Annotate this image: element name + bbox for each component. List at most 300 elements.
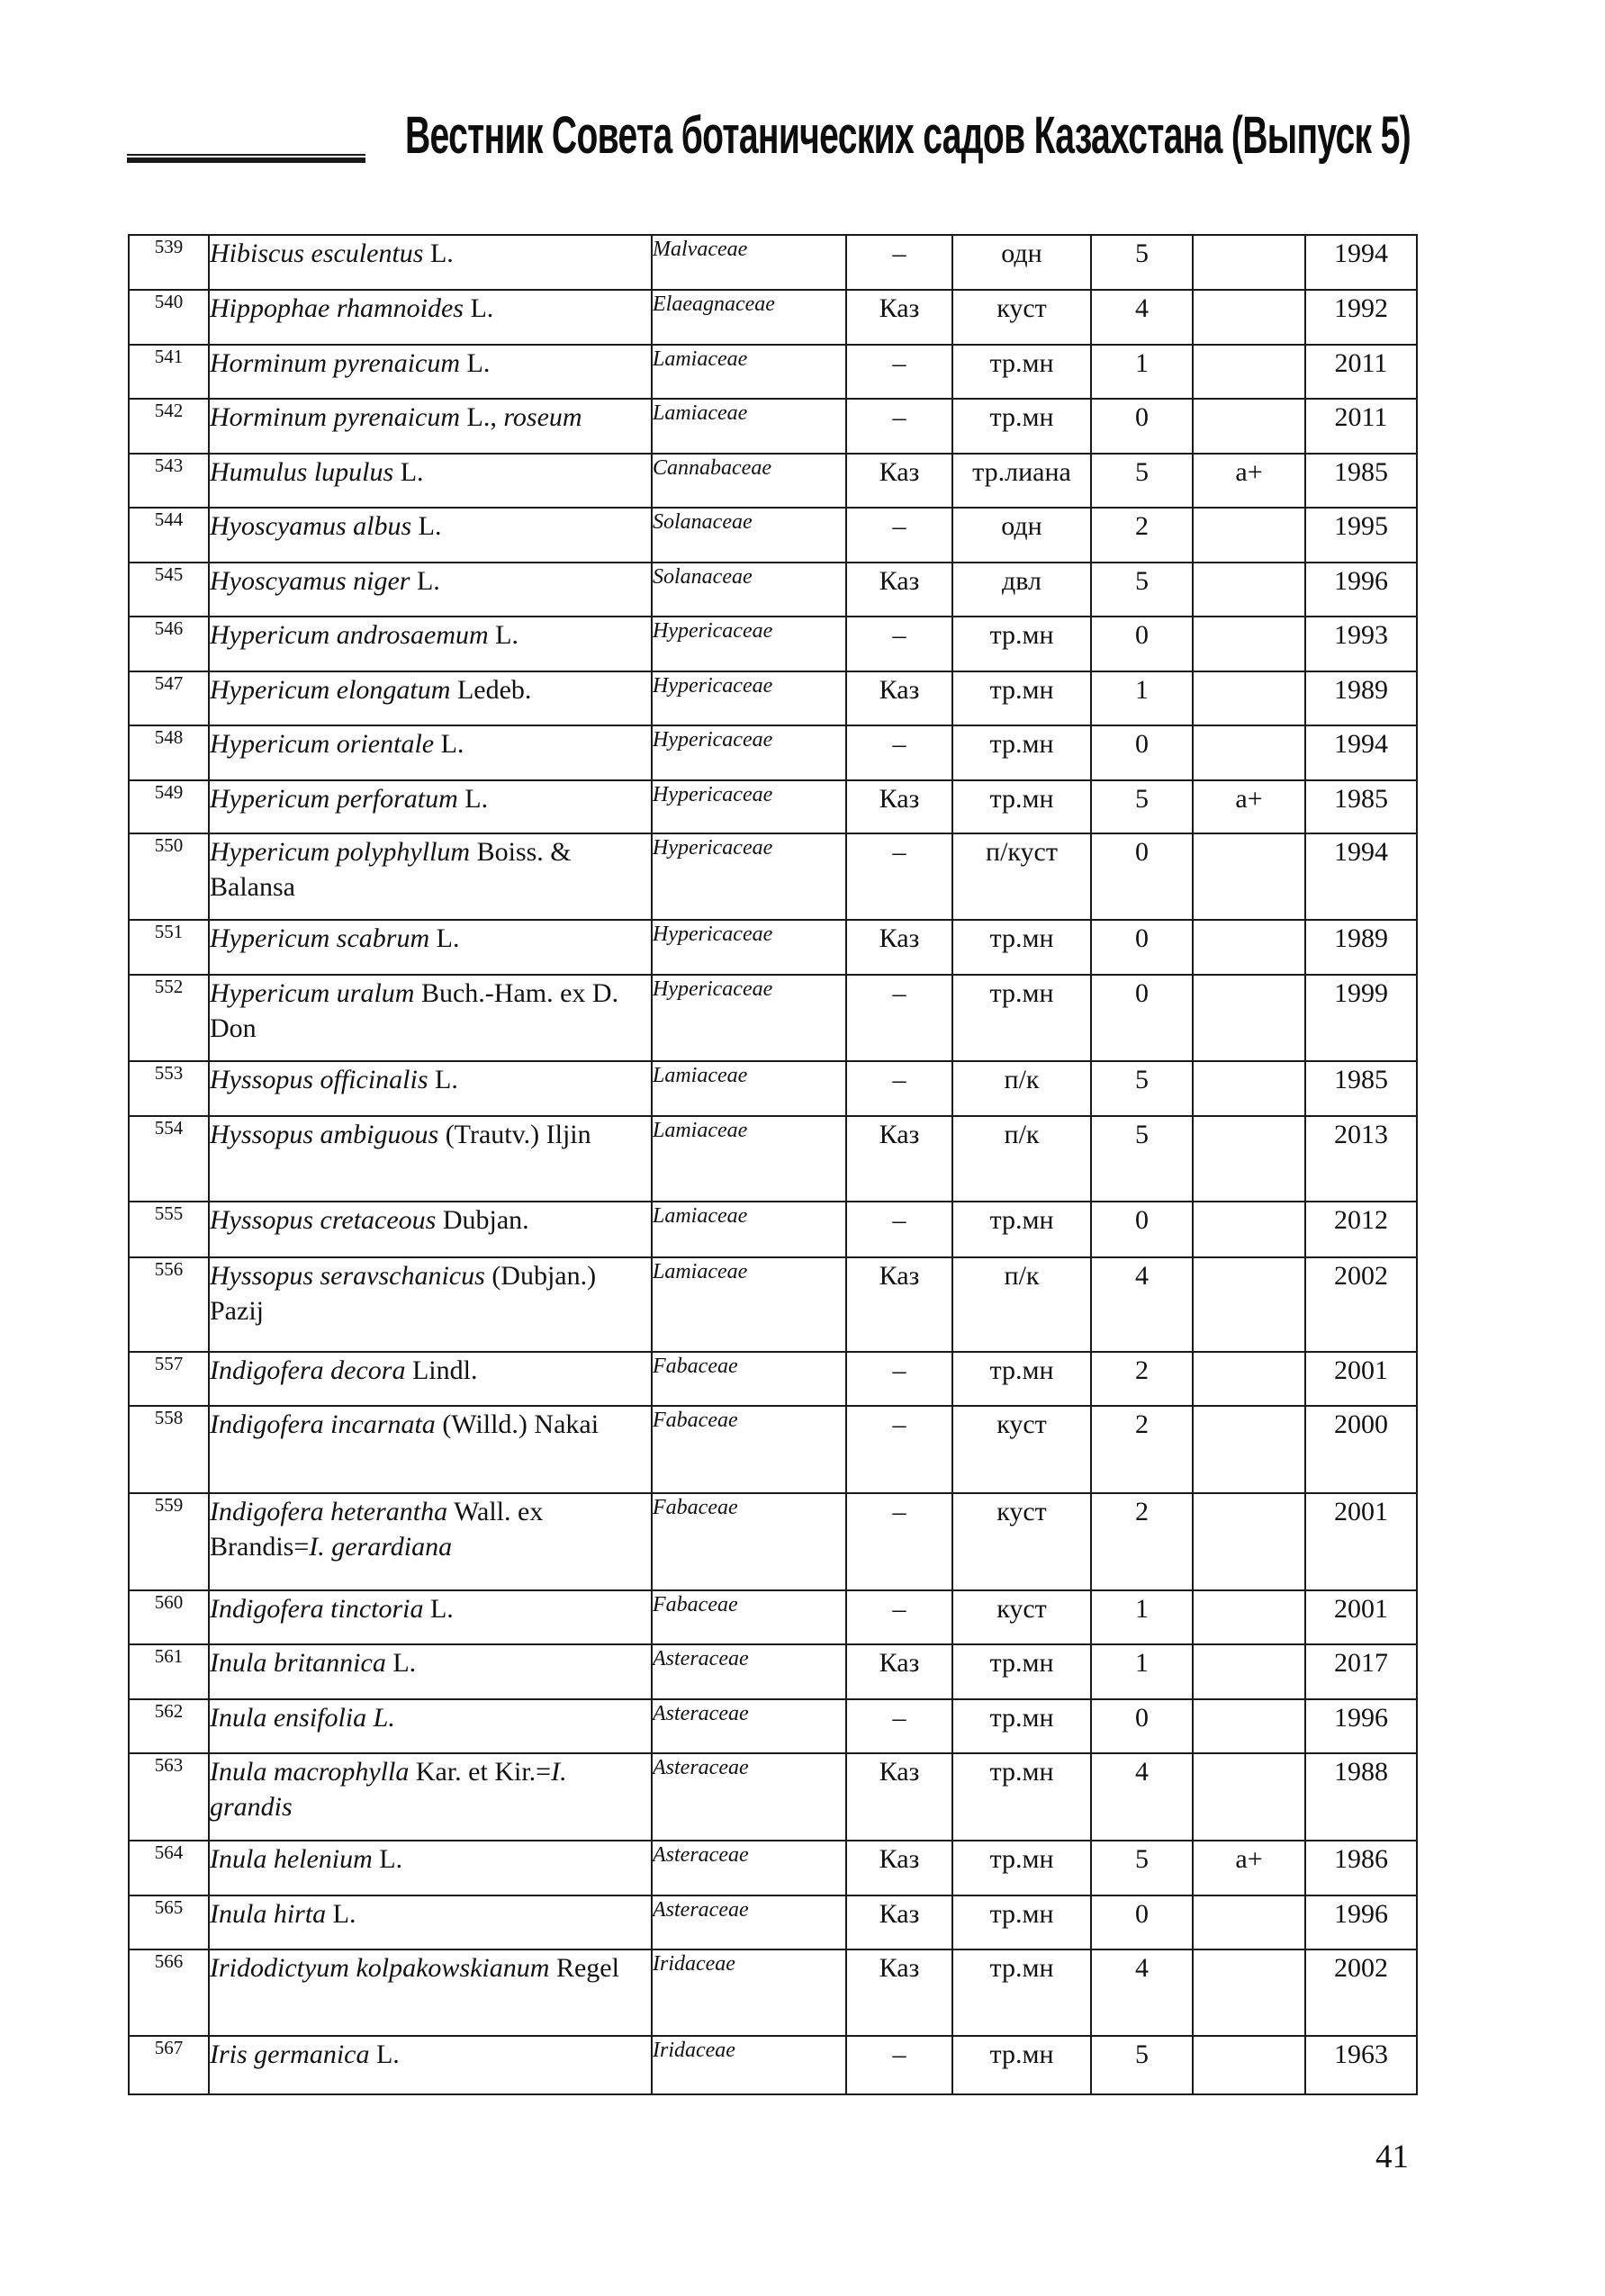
- year: 2001: [1305, 1352, 1417, 1406]
- species-name: [209, 725, 652, 780]
- species-name: [209, 1061, 652, 1116]
- row-number: 551: [129, 920, 209, 975]
- table-row: [129, 1061, 1417, 1116]
- row-number: 543: [129, 454, 209, 508]
- species-name-author: (Willd.) Nakai: [435, 1409, 600, 1439]
- species-name-italic: Hyoscyamus albus: [210, 511, 412, 541]
- species-name: [209, 1116, 652, 1202]
- species-name: [209, 1949, 652, 2036]
- mark: [1193, 1493, 1305, 1590]
- origin: –: [846, 1590, 952, 1644]
- table-row: [129, 1590, 1417, 1644]
- origin: –: [846, 975, 952, 1061]
- species-name-italic: Hyoscyamus niger: [210, 566, 410, 596]
- species-name-italic: Inula ensifolia L.: [210, 1703, 395, 1733]
- mark: [1193, 1202, 1305, 1257]
- running-header: [405, 106, 1411, 171]
- species-name-italic: Hyssopus cretaceous: [210, 1205, 437, 1235]
- score: 5: [1091, 1116, 1193, 1202]
- family: Fabaceae: [652, 1590, 846, 1644]
- origin: Каз: [846, 920, 952, 975]
- species-name-author: Kar. et Kir.=: [409, 1757, 552, 1787]
- table-row: [129, 1753, 1417, 1841]
- species-name-italic: Hyssopus ambiguous: [210, 1120, 439, 1149]
- species-name-author: Dubjan.: [436, 1205, 529, 1235]
- table-row: [129, 290, 1417, 345]
- species-name-author: Wall. ex Brandis=: [210, 1497, 544, 1562]
- year: 1994: [1305, 725, 1417, 780]
- species-name-author: L.: [372, 1844, 403, 1874]
- table-row: [129, 671, 1417, 725]
- mark: [1193, 725, 1305, 780]
- score: 0: [1091, 399, 1193, 454]
- mark: [1193, 1699, 1305, 1753]
- mark: а+: [1193, 780, 1305, 833]
- mark: [1193, 1061, 1305, 1116]
- life-form: п/к: [952, 1257, 1091, 1352]
- score: 4: [1091, 290, 1193, 345]
- mark: [1193, 345, 1305, 399]
- year: 1996: [1305, 1699, 1417, 1753]
- score: 5: [1091, 1061, 1193, 1116]
- table-row: [129, 1644, 1417, 1699]
- row-number: 566: [129, 1949, 209, 2036]
- mark: [1193, 1753, 1305, 1841]
- family: Asteraceae: [652, 1895, 846, 1949]
- row-number: 564: [129, 1841, 209, 1895]
- year: 2011: [1305, 345, 1417, 399]
- table-row: [129, 617, 1417, 671]
- table-row: [129, 345, 1417, 399]
- row-number: 539: [129, 235, 209, 290]
- score: 2: [1091, 1493, 1193, 1590]
- year: 1989: [1305, 671, 1417, 725]
- row-number: 561: [129, 1644, 209, 1699]
- year: 2011: [1305, 399, 1417, 454]
- species-name: [209, 1644, 652, 1699]
- life-form: одн: [952, 508, 1091, 563]
- origin: Каз: [846, 1644, 952, 1699]
- mark: [1193, 975, 1305, 1061]
- life-form: тр.мн: [952, 2036, 1091, 2094]
- origin: –: [846, 833, 952, 920]
- table-row: [129, 1493, 1417, 1590]
- year: 2012: [1305, 1202, 1417, 1257]
- life-form: тр.мн: [952, 975, 1091, 1061]
- life-form: куст: [952, 1406, 1091, 1493]
- row-number: 557: [129, 1352, 209, 1406]
- species-name-italic: Hibiscus esculentus: [210, 239, 424, 268]
- family: Solanaceae: [652, 563, 846, 617]
- origin: –: [846, 235, 952, 290]
- score: 0: [1091, 833, 1193, 920]
- family: Hypericaceae: [652, 671, 846, 725]
- row-number: 548: [129, 725, 209, 780]
- year: 2001: [1305, 1590, 1417, 1644]
- score: 0: [1091, 1202, 1193, 1257]
- score: 5: [1091, 780, 1193, 833]
- species-name-italic: Humulus lupulus: [210, 457, 394, 487]
- row-number: 541: [129, 345, 209, 399]
- life-form: тр.мн: [952, 1352, 1091, 1406]
- score: 2: [1091, 1406, 1193, 1493]
- life-form: тр.мн: [952, 920, 1091, 975]
- mark: [1193, 1949, 1305, 2036]
- species-name-italic: Horminum pyrenaicum: [210, 348, 461, 378]
- species-name-italic: Hypericum androsaemum: [210, 620, 489, 650]
- species-name-author: L.: [428, 1065, 458, 1094]
- family: Asteraceae: [652, 1699, 846, 1753]
- species-name-italic: Iridodictyum kolpakowskianum: [210, 1953, 550, 1983]
- origin: Каз: [846, 1257, 952, 1352]
- row-number: 552: [129, 975, 209, 1061]
- year: 1985: [1305, 1061, 1417, 1116]
- origin: –: [846, 399, 952, 454]
- table-row: [129, 1895, 1417, 1949]
- species-name-italic: I. gerardiana: [309, 1532, 453, 1562]
- header-rule: [127, 154, 365, 163]
- score: 0: [1091, 975, 1193, 1061]
- species-name-italic: Hypericum orientale: [210, 729, 435, 759]
- origin: –: [846, 2036, 952, 2094]
- family: Lamiaceae: [652, 1061, 846, 1116]
- species-name-author: L.: [434, 729, 464, 759]
- score: 5: [1091, 1841, 1193, 1895]
- life-form: тр.мн: [952, 399, 1091, 454]
- species-name-italic: Iris germanica: [210, 2039, 370, 2069]
- family: Fabaceae: [652, 1406, 846, 1493]
- mark: [1193, 508, 1305, 563]
- score: 0: [1091, 725, 1193, 780]
- species-name: [209, 1257, 652, 1352]
- species-name: [209, 345, 652, 399]
- page-number: 41: [1375, 2138, 1409, 2175]
- score: 4: [1091, 1257, 1193, 1352]
- table-row: [129, 1699, 1417, 1753]
- family: Hypericaceae: [652, 920, 846, 975]
- mark: [1193, 1644, 1305, 1699]
- mark: [1193, 1406, 1305, 1493]
- family: Elaeagnaceae: [652, 290, 846, 345]
- mark: [1193, 671, 1305, 725]
- species-name-author: Lindl.: [405, 1355, 478, 1385]
- origin: Каз: [846, 290, 952, 345]
- mark: [1193, 235, 1305, 290]
- row-number: 565: [129, 1895, 209, 1949]
- species-name: [209, 1352, 652, 1406]
- mark: [1193, 1590, 1305, 1644]
- year: 2013: [1305, 1116, 1417, 1202]
- species-name-italic: Inula britannica: [210, 1648, 386, 1678]
- life-form: тр.мн: [952, 1699, 1091, 1753]
- species-name-author: L.: [411, 511, 442, 541]
- species-name-italic: Hippophae rhamnoides: [210, 293, 464, 323]
- species-name-author: L.: [385, 1648, 417, 1678]
- life-form: куст: [952, 1493, 1091, 1590]
- table-row: [129, 1841, 1417, 1895]
- origin: Каз: [846, 671, 952, 725]
- species-name-author: L.: [460, 348, 491, 378]
- score: 0: [1091, 920, 1193, 975]
- family: Fabaceae: [652, 1352, 846, 1406]
- family: Lamiaceae: [652, 345, 846, 399]
- row-number: 563: [129, 1753, 209, 1841]
- year: 1995: [1305, 508, 1417, 563]
- year: 1988: [1305, 1753, 1417, 1841]
- family: Lamiaceae: [652, 1257, 846, 1352]
- species-name-author: L.: [457, 784, 489, 814]
- origin: Каз: [846, 1895, 952, 1949]
- table-row: [129, 833, 1417, 920]
- species-name-author: Buch.-Ham. ex D. Don: [210, 978, 619, 1043]
- year: 1985: [1305, 454, 1417, 508]
- origin: –: [846, 345, 952, 399]
- family: Hypericaceae: [652, 975, 846, 1061]
- life-form: п/к: [952, 1116, 1091, 1202]
- family: Lamiaceae: [652, 1202, 846, 1257]
- row-number: 545: [129, 563, 209, 617]
- score: 5: [1091, 454, 1193, 508]
- species-name: [209, 235, 652, 290]
- species-name-author: L.: [410, 566, 440, 596]
- row-number: 553: [129, 1061, 209, 1116]
- species-name: [209, 290, 652, 345]
- species-name-italic: Hypericum scabrum: [210, 923, 430, 953]
- score: 0: [1091, 1895, 1193, 1949]
- species-name-italic: Hypericum elongatum: [210, 675, 451, 705]
- species-name: [209, 1406, 652, 1493]
- row-number: 555: [129, 1202, 209, 1257]
- origin: Каз: [846, 563, 952, 617]
- year: 2002: [1305, 1949, 1417, 2036]
- row-number: 549: [129, 780, 209, 833]
- species-name-italic: Hyssopus officinalis: [210, 1065, 428, 1094]
- row-number: 544: [129, 508, 209, 563]
- mark: [1193, 399, 1305, 454]
- year: 1999: [1305, 975, 1417, 1061]
- species-name: [209, 1493, 652, 1590]
- year: 2002: [1305, 1257, 1417, 1352]
- family: Hypericaceae: [652, 617, 846, 671]
- year: 1963: [1305, 2036, 1417, 2094]
- species-name-italic: Inula helenium: [210, 1844, 373, 1874]
- table-row: [129, 920, 1417, 975]
- origin: Каз: [846, 1753, 952, 1841]
- species-name-author: Regel: [549, 1953, 619, 1983]
- species-name: [209, 975, 652, 1061]
- species-name-italic: Indigofera incarnata: [210, 1409, 436, 1439]
- score: 0: [1091, 617, 1193, 671]
- origin: –: [846, 508, 952, 563]
- life-form: п/куст: [952, 833, 1091, 920]
- table-row: [129, 725, 1417, 780]
- origin: –: [846, 1493, 952, 1590]
- family: Hypericaceae: [652, 833, 846, 920]
- species-name-author: L.: [326, 1899, 356, 1929]
- origin: Каз: [846, 780, 952, 833]
- row-number: 547: [129, 671, 209, 725]
- year: 1989: [1305, 920, 1417, 975]
- origin: Каз: [846, 1116, 952, 1202]
- species-name: [209, 780, 652, 833]
- life-form: двл: [952, 563, 1091, 617]
- family: Iridaceae: [652, 2036, 846, 2094]
- mark: [1193, 2036, 1305, 2094]
- species-name: [209, 1699, 652, 1753]
- species-name-author: L.: [369, 2039, 400, 2069]
- species-name-italic: Indigofera heterantha: [210, 1497, 448, 1526]
- journal-title: Вестник Совета ботанических садов Казахстана (Выпуск 5): [405, 106, 1411, 165]
- family: Hypericaceae: [652, 725, 846, 780]
- table-row: [129, 508, 1417, 563]
- species-name-author: L.: [488, 620, 518, 650]
- score: 1: [1091, 671, 1193, 725]
- life-form: тр.мн: [952, 671, 1091, 725]
- origin: –: [846, 1699, 952, 1753]
- origin: –: [846, 1061, 952, 1116]
- table-row: [129, 399, 1417, 454]
- score: 1: [1091, 1644, 1193, 1699]
- life-form: тр.мн: [952, 725, 1091, 780]
- row-number: 554: [129, 1116, 209, 1202]
- mark: [1193, 833, 1305, 920]
- year: 1992: [1305, 290, 1417, 345]
- species-name: [209, 1590, 652, 1644]
- score: 1: [1091, 345, 1193, 399]
- year: 2001: [1305, 1493, 1417, 1590]
- species-name: [209, 1895, 652, 1949]
- origin: –: [846, 725, 952, 780]
- species-name-italic: Indigofera decora: [210, 1355, 406, 1385]
- species-name-italic: Hypericum perforatum: [210, 784, 458, 814]
- table-row: [129, 1202, 1417, 1257]
- family: Hypericaceae: [652, 780, 846, 833]
- year: 1985: [1305, 780, 1417, 833]
- family: Solanaceae: [652, 508, 846, 563]
- origin: –: [846, 1406, 952, 1493]
- mark: [1193, 563, 1305, 617]
- family: Lamiaceae: [652, 399, 846, 454]
- year: 2000: [1305, 1406, 1417, 1493]
- species-name-italic: Horminum pyrenaicum: [210, 402, 461, 432]
- origin: Каз: [846, 1949, 952, 2036]
- species-name-author: L.: [429, 923, 460, 953]
- species-name-italic: Hypericum uralum: [210, 978, 415, 1008]
- species-name-author: L.: [423, 239, 454, 268]
- table-row: [129, 563, 1417, 617]
- species-name-author: L.: [423, 1594, 454, 1624]
- table-row: [129, 1352, 1417, 1406]
- species-name: [209, 399, 652, 454]
- header-rule-thick: [127, 158, 365, 163]
- score: 5: [1091, 563, 1193, 617]
- species-name: [209, 1202, 652, 1257]
- table-row: [129, 454, 1417, 508]
- header-rule-thin: [127, 154, 365, 156]
- origin: Каз: [846, 454, 952, 508]
- year: 1994: [1305, 235, 1417, 290]
- year: 1994: [1305, 833, 1417, 920]
- family: Asteraceae: [652, 1753, 846, 1841]
- table-row: [129, 1116, 1417, 1202]
- species-name: [209, 563, 652, 617]
- table-row: [129, 1949, 1417, 2036]
- species-name-author: Boiss. & Balansa: [210, 837, 572, 902]
- mark: [1193, 920, 1305, 975]
- mark: [1193, 290, 1305, 345]
- row-number: 567: [129, 2036, 209, 2094]
- mark: [1193, 1116, 1305, 1202]
- life-form: куст: [952, 1590, 1091, 1644]
- year: 2017: [1305, 1644, 1417, 1699]
- row-number: 562: [129, 1699, 209, 1753]
- species-name-author: (Trautv.) Iljin: [438, 1120, 591, 1149]
- score: 5: [1091, 235, 1193, 290]
- score: 1: [1091, 1590, 1193, 1644]
- family: Cannabaceae: [652, 454, 846, 508]
- species-name: [209, 2036, 652, 2094]
- origin: –: [846, 1202, 952, 1257]
- life-form: тр.мн: [952, 1753, 1091, 1841]
- species-name-author: (Dubjan.) Pazij: [210, 1261, 597, 1326]
- life-form: тр.мн: [952, 1949, 1091, 2036]
- species-name: [209, 1841, 652, 1895]
- origin: –: [846, 1352, 952, 1406]
- mark: а+: [1193, 454, 1305, 508]
- species-name-italic: Inula macrophylla: [210, 1757, 410, 1787]
- origin: –: [846, 617, 952, 671]
- table-row: [129, 235, 1417, 290]
- family: Fabaceae: [652, 1493, 846, 1590]
- mark: [1193, 1352, 1305, 1406]
- life-form: одн: [952, 235, 1091, 290]
- species-name-italic: roseum: [503, 402, 582, 432]
- table-row: [129, 780, 1417, 833]
- life-form: тр.мн: [952, 1202, 1091, 1257]
- species-name-author: L.: [393, 457, 424, 487]
- species-name: [209, 671, 652, 725]
- life-form: тр.мн: [952, 617, 1091, 671]
- life-form: тр.мн: [952, 780, 1091, 833]
- species-name-italic: Indigofera tinctoria: [210, 1594, 424, 1624]
- row-number: 560: [129, 1590, 209, 1644]
- row-number: 556: [129, 1257, 209, 1352]
- row-number: 558: [129, 1406, 209, 1493]
- family: Malvaceae: [652, 235, 846, 290]
- species-name: [209, 454, 652, 508]
- year: 1996: [1305, 1895, 1417, 1949]
- year: 1986: [1305, 1841, 1417, 1895]
- row-number: 542: [129, 399, 209, 454]
- species-name: [209, 617, 652, 671]
- family: Lamiaceae: [652, 1116, 846, 1202]
- species-name: [209, 833, 652, 920]
- species-name-author: L.,: [460, 402, 504, 432]
- mark: [1193, 1257, 1305, 1352]
- family: Asteraceae: [652, 1644, 846, 1699]
- species-name-author: L.: [463, 293, 494, 323]
- species-name: [209, 920, 652, 975]
- family: Asteraceae: [652, 1841, 846, 1895]
- mark: а+: [1193, 1841, 1305, 1895]
- life-form: тр.мн: [952, 1644, 1091, 1699]
- species-name: [209, 508, 652, 563]
- species-name-italic: Inula hirta: [210, 1899, 327, 1929]
- species-table: [128, 234, 1418, 2095]
- year: 1993: [1305, 617, 1417, 671]
- row-number: 546: [129, 617, 209, 671]
- life-form: куст: [952, 290, 1091, 345]
